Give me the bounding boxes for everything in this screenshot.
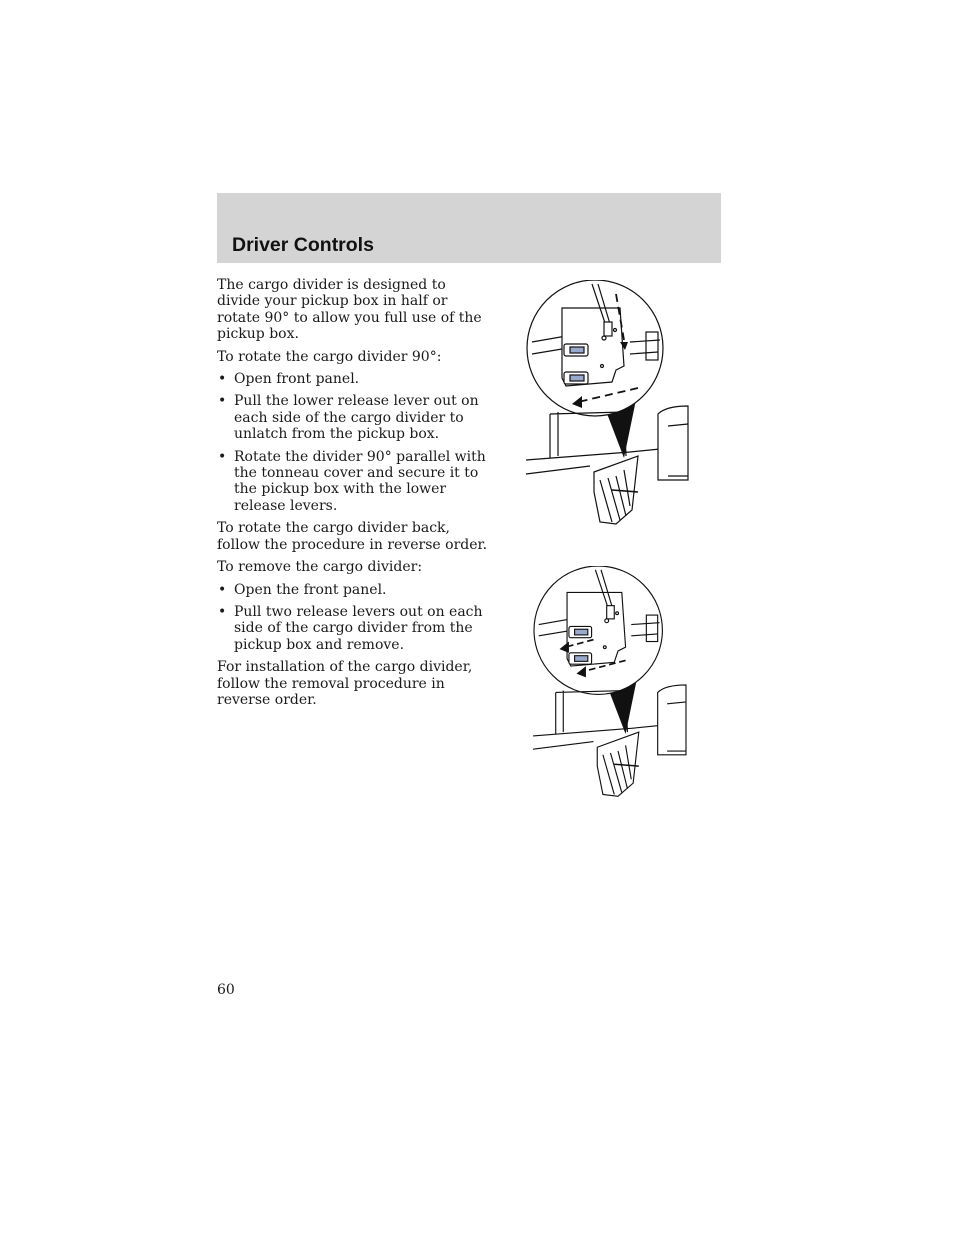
install-paragraph: For installation of the cargo divider, follow the removal procedure in reverse order.	[217, 659, 473, 708]
rotate-step: • Rotate the divider 90° parallel with the tonneau cover and secure it to the pickup box with the lower release levers.	[217, 449, 492, 515]
rotate-steps-list	[217, 371, 492, 514]
section-title: Driver Controls	[232, 234, 374, 256]
section-header	[217, 193, 721, 263]
instructions-column	[217, 277, 492, 714]
cargo-divider-rotate-illustration	[520, 280, 695, 530]
rotate-heading: To rotate the cargo divider 90°:	[217, 348, 442, 365]
remove-steps-list	[217, 582, 492, 654]
remove-heading: To remove the cargo divider:	[217, 559, 423, 576]
remove-step: • Pull two release levers out on each side of the cargo divider from the pickup box and remove.	[217, 604, 492, 653]
page-number: 60	[217, 982, 235, 998]
rotate-step: • Open front panel.	[217, 371, 492, 387]
rotate-step: • Pull the lower release lever out on each side of the cargo divider to unlatch from the pickup box.	[217, 393, 492, 442]
rotate-back-paragraph: To rotate the cargo divider back, follow the procedure in reverse order.	[217, 520, 488, 553]
cargo-divider-remove-illustration	[526, 566, 694, 802]
intro-paragraph: The cargo divider is designed to divide your pickup box in half or rotate 90° to allow you full use of the pickup box.	[217, 277, 482, 343]
remove-step: • Open the front panel.	[217, 582, 492, 598]
